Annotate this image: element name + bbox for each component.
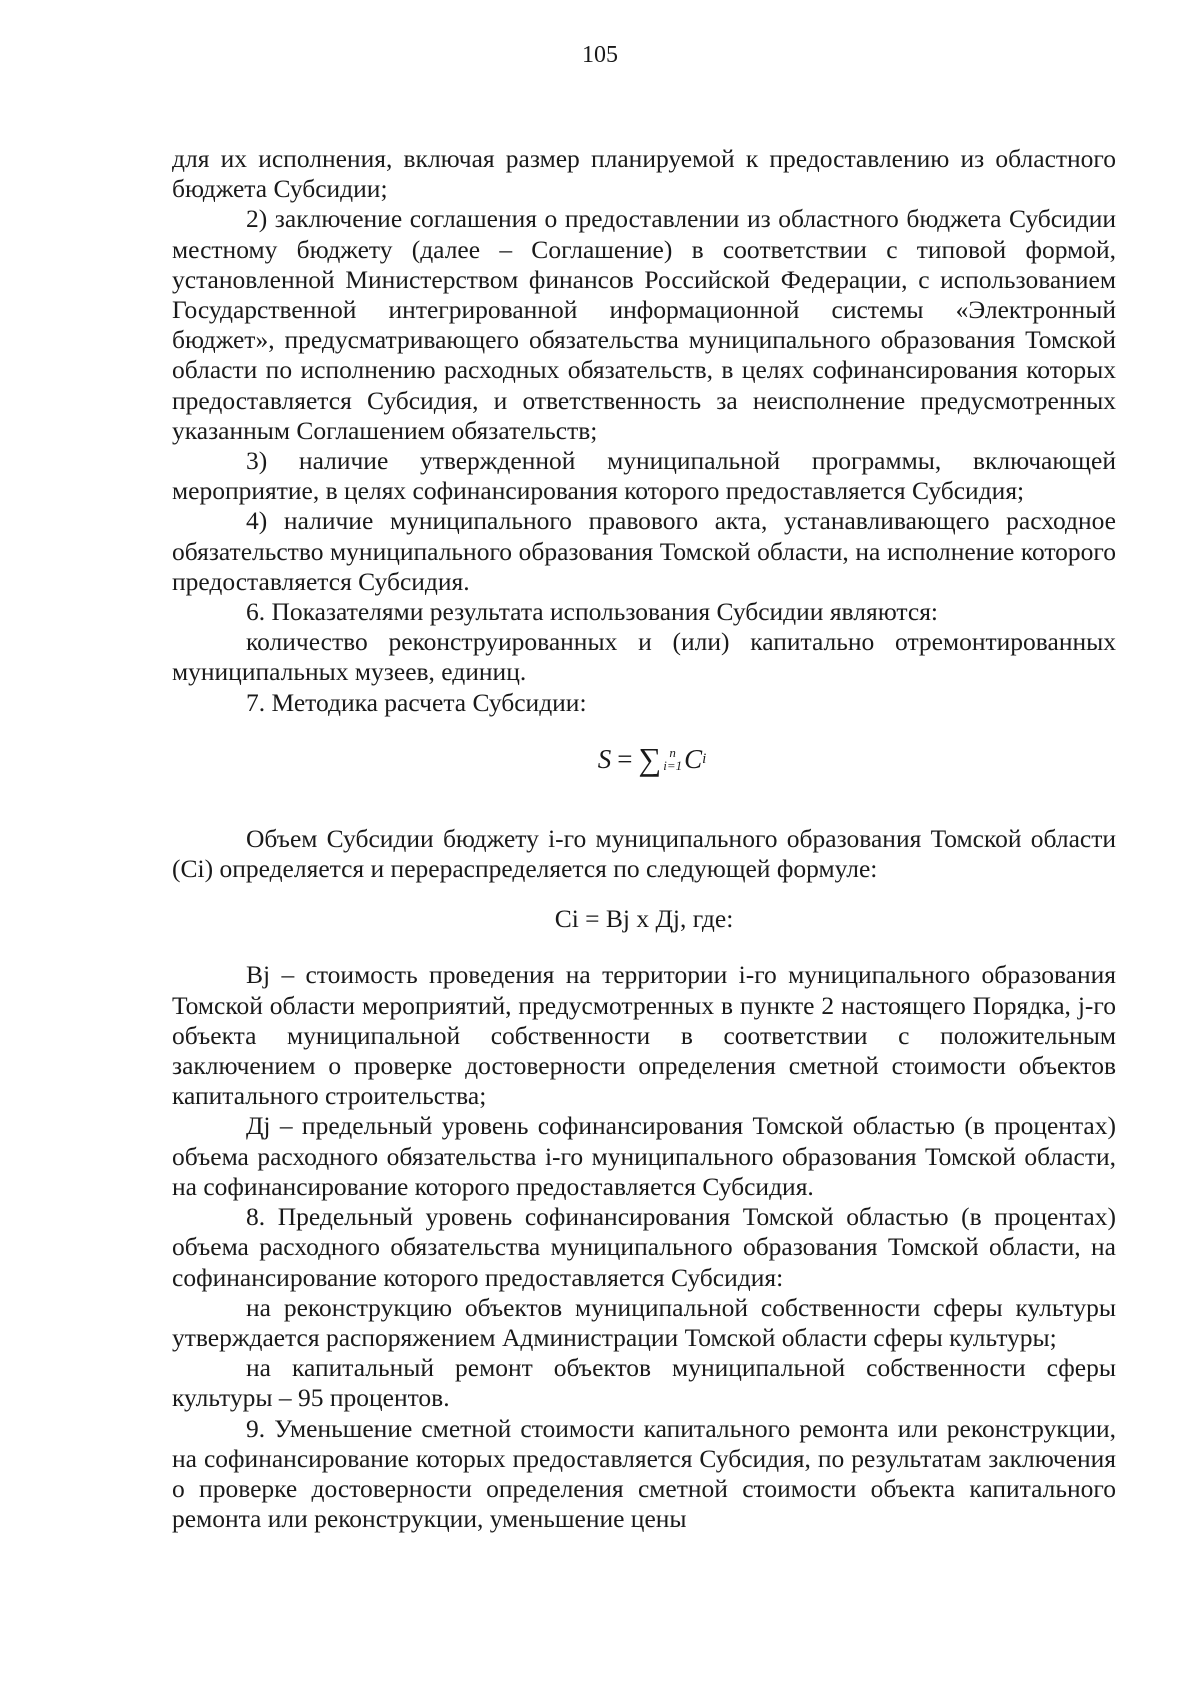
sum-limits	[663, 746, 682, 772]
paragraph-dj-definition: Дj – предельный уровень софинансирования Томской областью (в процентах) объема расходного обязательства i-го муниципального образования Томской области, на софинансирование которого предоставляется Субсидия.	[172, 1111, 1116, 1201]
paragraph-capital-repair: на капитальный ремонт объектов муниципальной собственности сферы культуры – 95 процентов.	[172, 1353, 1116, 1413]
sum-lower-limit: i=1	[663, 757, 683, 773]
document-body	[172, 144, 1116, 1534]
formula-ci: Ci = Bj x Дj, где:	[554, 904, 734, 934]
paragraph-reconstruction: на реконструкцию объектов муниципальной собственности сферы культуры утверждается распоряжением Администрации Томской области сферы культуры;	[172, 1292, 1116, 1352]
paragraph-item-3: 3) наличие утвержденной муниципальной программы, включающей мероприятие, в целях софинансирования которого предоставляется Субсидия;	[172, 446, 1116, 506]
paragraph-section-8: 8. Предельный уровень софинансирования Томской областью (в процентах) объема расходного обязательства муниципального образования Томской области, на софинансирование которого предоставляется Субсидия:	[172, 1202, 1116, 1292]
sum-upper-limit: n	[669, 744, 676, 760]
paragraph-bj-definition: Bj – стоимость проведения на территории i-го муниципального образования Томской области мероприятий, предусмотренных в пункте 2 настоящего Порядка, j-го объекта муниципальной собственности в соответствии с положительным заключением о проверке достоверности определения сметной стоимости объектов капитального строительства;	[172, 960, 1116, 1111]
paragraph-section-6: 6. Показателями результата использования Субсидии являются:	[246, 597, 939, 627]
paragraph-item-2: 2) заключение соглашения о предоставлении из областного бюджета Субсидии местному бюджету (далее – Соглашение) в соответствии с типовой формой, установленной Министерством финансов Российской Федерации, с использованием Государственной интегрированной информационной системы «Электронный бюджет», предусматривающего обязательства муниципального образования Томской области по исполнению расходных обязательств, в целях софинансирования которых предоставляется Субсидия, и ответственность за неисполнение предусмотренных указанным Соглашением обязательств;	[172, 204, 1116, 445]
page-number: 105	[582, 42, 618, 68]
formula-lhs: S	[597, 743, 612, 774]
sigma-symbol: ∑	[638, 740, 662, 777]
formula-term-subscript: i	[702, 750, 707, 767]
formula-equals: =	[617, 743, 633, 774]
formula-term: C	[684, 743, 703, 774]
paragraph-indicator: количество реконструированных и (или) капитально отремонтированных муниципальных музеев, единиц.	[172, 627, 1116, 687]
paragraph-section-9: 9. Уменьшение сметной стоимости капитального ремонта или реконструкции, на софинансирование которых предоставляется Субсидия, по результатам заключения о проверке достоверности определения сметной стоимости объекта капитального ремонта или реконструкции, уменьшение цены	[172, 1413, 1116, 1534]
formula-sum	[172, 734, 1116, 784]
paragraph-item-4: 4) наличие муниципального правового акта, устанавливающего расходное обязательство муниципального образования Томской области, на исполнение которого предоставляется Субсидия.	[172, 506, 1116, 596]
paragraph-continuation: для их исполнения, включая размер планируемой к предоставлению из областного бюджета Субсидии;	[172, 144, 1116, 204]
paragraph-section-7: 7. Методика расчета Субсидии:	[246, 687, 587, 717]
paragraph-volume: Объем Субсидии бюджету i-го муниципального образования Томской области (Ci) определяется и перераспределяется по следующей формуле:	[172, 823, 1116, 884]
